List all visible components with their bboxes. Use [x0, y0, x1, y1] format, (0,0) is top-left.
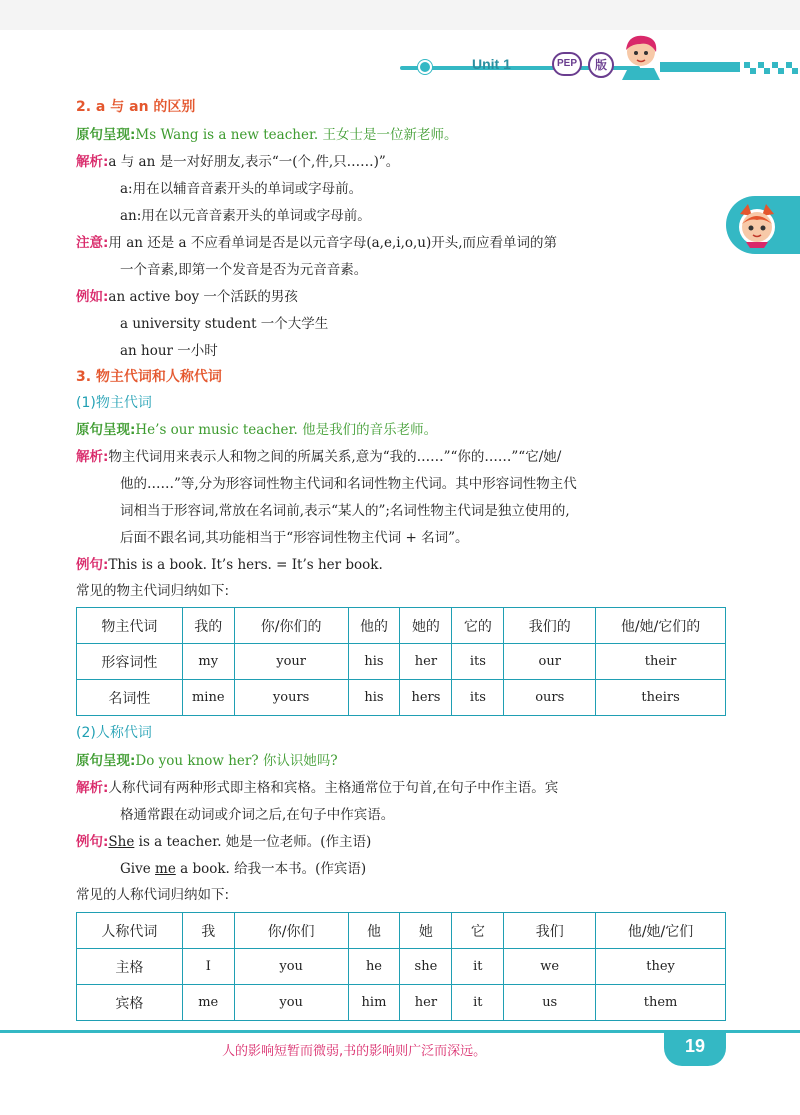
example-line: an hour 一小时: [120, 343, 218, 359]
table-cell: it: [452, 949, 504, 985]
table-cell: him: [348, 985, 400, 1021]
table-cell: he: [348, 949, 400, 985]
table-row: [77, 913, 726, 949]
orig-text: He’s our music teacher. 他是我们的音乐老师。: [135, 422, 438, 438]
table-row: [77, 949, 726, 985]
table-cell: 他的: [348, 608, 400, 644]
underlined-word: She: [108, 834, 135, 850]
analysis-line: a:用在以辅音音素开头的单词或字母前。: [120, 181, 363, 197]
example-label: 例如:: [76, 289, 109, 305]
table-cell: my: [182, 644, 234, 680]
table-row: [77, 644, 726, 680]
table-cell: 我们: [504, 913, 596, 949]
orig-label: 原句呈现:: [76, 753, 136, 769]
underlined-word: me: [155, 861, 176, 877]
analysis-1: [76, 150, 399, 170]
table-cell: yours: [234, 680, 348, 716]
table-cell: 它: [452, 913, 504, 949]
table-cell: her: [400, 985, 452, 1021]
table-cell: they: [596, 949, 726, 985]
table-cell: us: [504, 985, 596, 1021]
example-sentence-2: [76, 553, 383, 573]
table-cell: 我: [182, 913, 234, 949]
example-label: 例句:: [76, 557, 109, 573]
table-cell: mine: [182, 680, 234, 716]
orig-label: 原句呈现:: [76, 127, 136, 143]
example-text: an active boy 一个活跃的男孩: [108, 289, 298, 305]
section-title-a-an: 2. a 与 an 的区别: [76, 99, 196, 115]
note-text: 用 an 还是 a 不应看单词是否是以元音字母(a,e,i,o,u)开头,而应看单词的第: [108, 235, 558, 251]
table-cell: me: [182, 985, 234, 1021]
orig-sentence-2: [76, 418, 437, 438]
example-text: a book. 给我一本书。(作宾语): [175, 861, 367, 877]
table-row: [77, 608, 726, 644]
table-cell: ours: [504, 680, 596, 716]
table-row: [77, 680, 726, 716]
table-cell: 人称代词: [77, 913, 183, 949]
example-text: is a teacher. 她是一位老师。(作主语): [134, 834, 372, 850]
subsection-possessive: (1)物主代词: [76, 395, 152, 411]
analysis-line: 词相当于形容词,常放在名词前,表示“某人的”;名词性物主代词是独立使用的,: [120, 503, 570, 519]
analysis-line: an:用在以元音音素开头的单词或字母前。: [120, 208, 371, 224]
table-row: [77, 985, 726, 1021]
fox-face-icon: [732, 200, 782, 250]
table-cell: 形容词性: [77, 644, 183, 680]
table-cell: theirs: [596, 680, 726, 716]
table-cell: hers: [400, 680, 452, 716]
table-cell: we: [504, 949, 596, 985]
possessive-pronoun-table: [76, 607, 726, 716]
checker-pattern: [660, 60, 800, 78]
table-cell: his: [348, 680, 400, 716]
header-ball-icon: [418, 60, 432, 74]
example-sentence-3: [76, 830, 371, 850]
analysis-text: a 与 an 是一对好朋友,表示“一(个,件,只……)”。: [108, 154, 400, 170]
pep-badge: PEP: [552, 52, 582, 76]
note-1: [76, 231, 557, 251]
table-cell: 你/你们: [234, 913, 348, 949]
table-cell: its: [452, 644, 504, 680]
example-line: [120, 857, 366, 877]
orig-sentence-3: [76, 749, 338, 769]
personal-pronoun-table: [76, 912, 726, 1021]
analysis-label: 解析:: [76, 780, 109, 796]
table-cell: 她: [400, 913, 452, 949]
analysis-line: 后面不跟名词,其功能相当于“形容词性物主代词 + 名词”。: [120, 530, 469, 546]
example-text: This is a book. It’s hers. = It’s her book.: [108, 557, 383, 573]
table2-intro: 常见的人称代词归纳如下:: [76, 887, 230, 903]
table-cell: 我的: [182, 608, 234, 644]
example-text: Give: [120, 861, 156, 877]
orig-text: Do you know her? 你认识她吗?: [135, 753, 338, 769]
table-cell: your: [234, 644, 348, 680]
unit-label: Unit 1: [472, 56, 511, 72]
table-cell: 他/她/它们: [596, 913, 726, 949]
table-cell: our: [504, 644, 596, 680]
table-cell: 她的: [400, 608, 452, 644]
table-cell: you: [234, 985, 348, 1021]
table-cell: I: [182, 949, 234, 985]
analysis-2: [76, 445, 561, 465]
table1-intro: 常见的物主代词归纳如下:: [76, 583, 230, 599]
table-cell: 他: [348, 913, 400, 949]
table-cell: their: [596, 644, 726, 680]
table-cell: its: [452, 680, 504, 716]
example-label: 例句:: [76, 834, 109, 850]
table-cell: 名词性: [77, 680, 183, 716]
orig-label: 原句呈现:: [76, 422, 136, 438]
example-1: [76, 285, 298, 305]
table-cell: 主格: [77, 949, 183, 985]
table-cell: 宾格: [77, 985, 183, 1021]
table-cell: 他/她/它们的: [596, 608, 726, 644]
analysis-line: 他的……”等,分为形容词性物主代词和名词性物主代词。其中形容词性物主代: [120, 476, 577, 492]
table-cell: she: [400, 949, 452, 985]
table-cell: them: [596, 985, 726, 1021]
note-label: 注意:: [76, 235, 109, 251]
orig-text: Ms Wang is a new teacher. 王女士是一位新老师。: [135, 127, 458, 143]
table-cell: her: [400, 644, 452, 680]
table-cell: you: [234, 949, 348, 985]
analysis-3: [76, 776, 558, 796]
note-line: 一个音素,即第一个发音是否为元音音素。: [120, 262, 368, 278]
analysis-label: 解析:: [76, 154, 109, 170]
table-cell: it: [452, 985, 504, 1021]
table-cell: 我们的: [504, 608, 596, 644]
analysis-text: 人称代词有两种形式即主格和宾格。主格通常位于句首,在句子中作主语。宾: [108, 780, 559, 796]
analysis-text: 物主代词用来表示人和物之间的所属关系,意为“我的……”“你的……”“它/她/: [108, 449, 562, 465]
section-title-pronouns: 3. 物主代词和人称代词: [76, 369, 222, 385]
edition-badge: 版: [588, 52, 614, 78]
analysis-label: 解析:: [76, 449, 109, 465]
header-band: [0, 0, 800, 30]
orig-sentence-1: [76, 123, 458, 143]
page-header: [0, 0, 800, 90]
table-cell: 物主代词: [77, 608, 183, 644]
footer-quote: 人的影响短暂而微弱,书的影响则广泛而深远。: [222, 1044, 487, 1059]
table-cell: 它的: [452, 608, 504, 644]
analysis-line: 格通常跟在动词或介词之后,在句子中作宾语。: [120, 807, 395, 823]
example-line: a university student 一个大学生: [120, 316, 329, 332]
subsection-personal: (2)人称代词: [76, 725, 152, 741]
page-number: 19: [684, 1036, 706, 1056]
table-cell: 你/你们的: [234, 608, 348, 644]
table-cell: his: [348, 644, 400, 680]
